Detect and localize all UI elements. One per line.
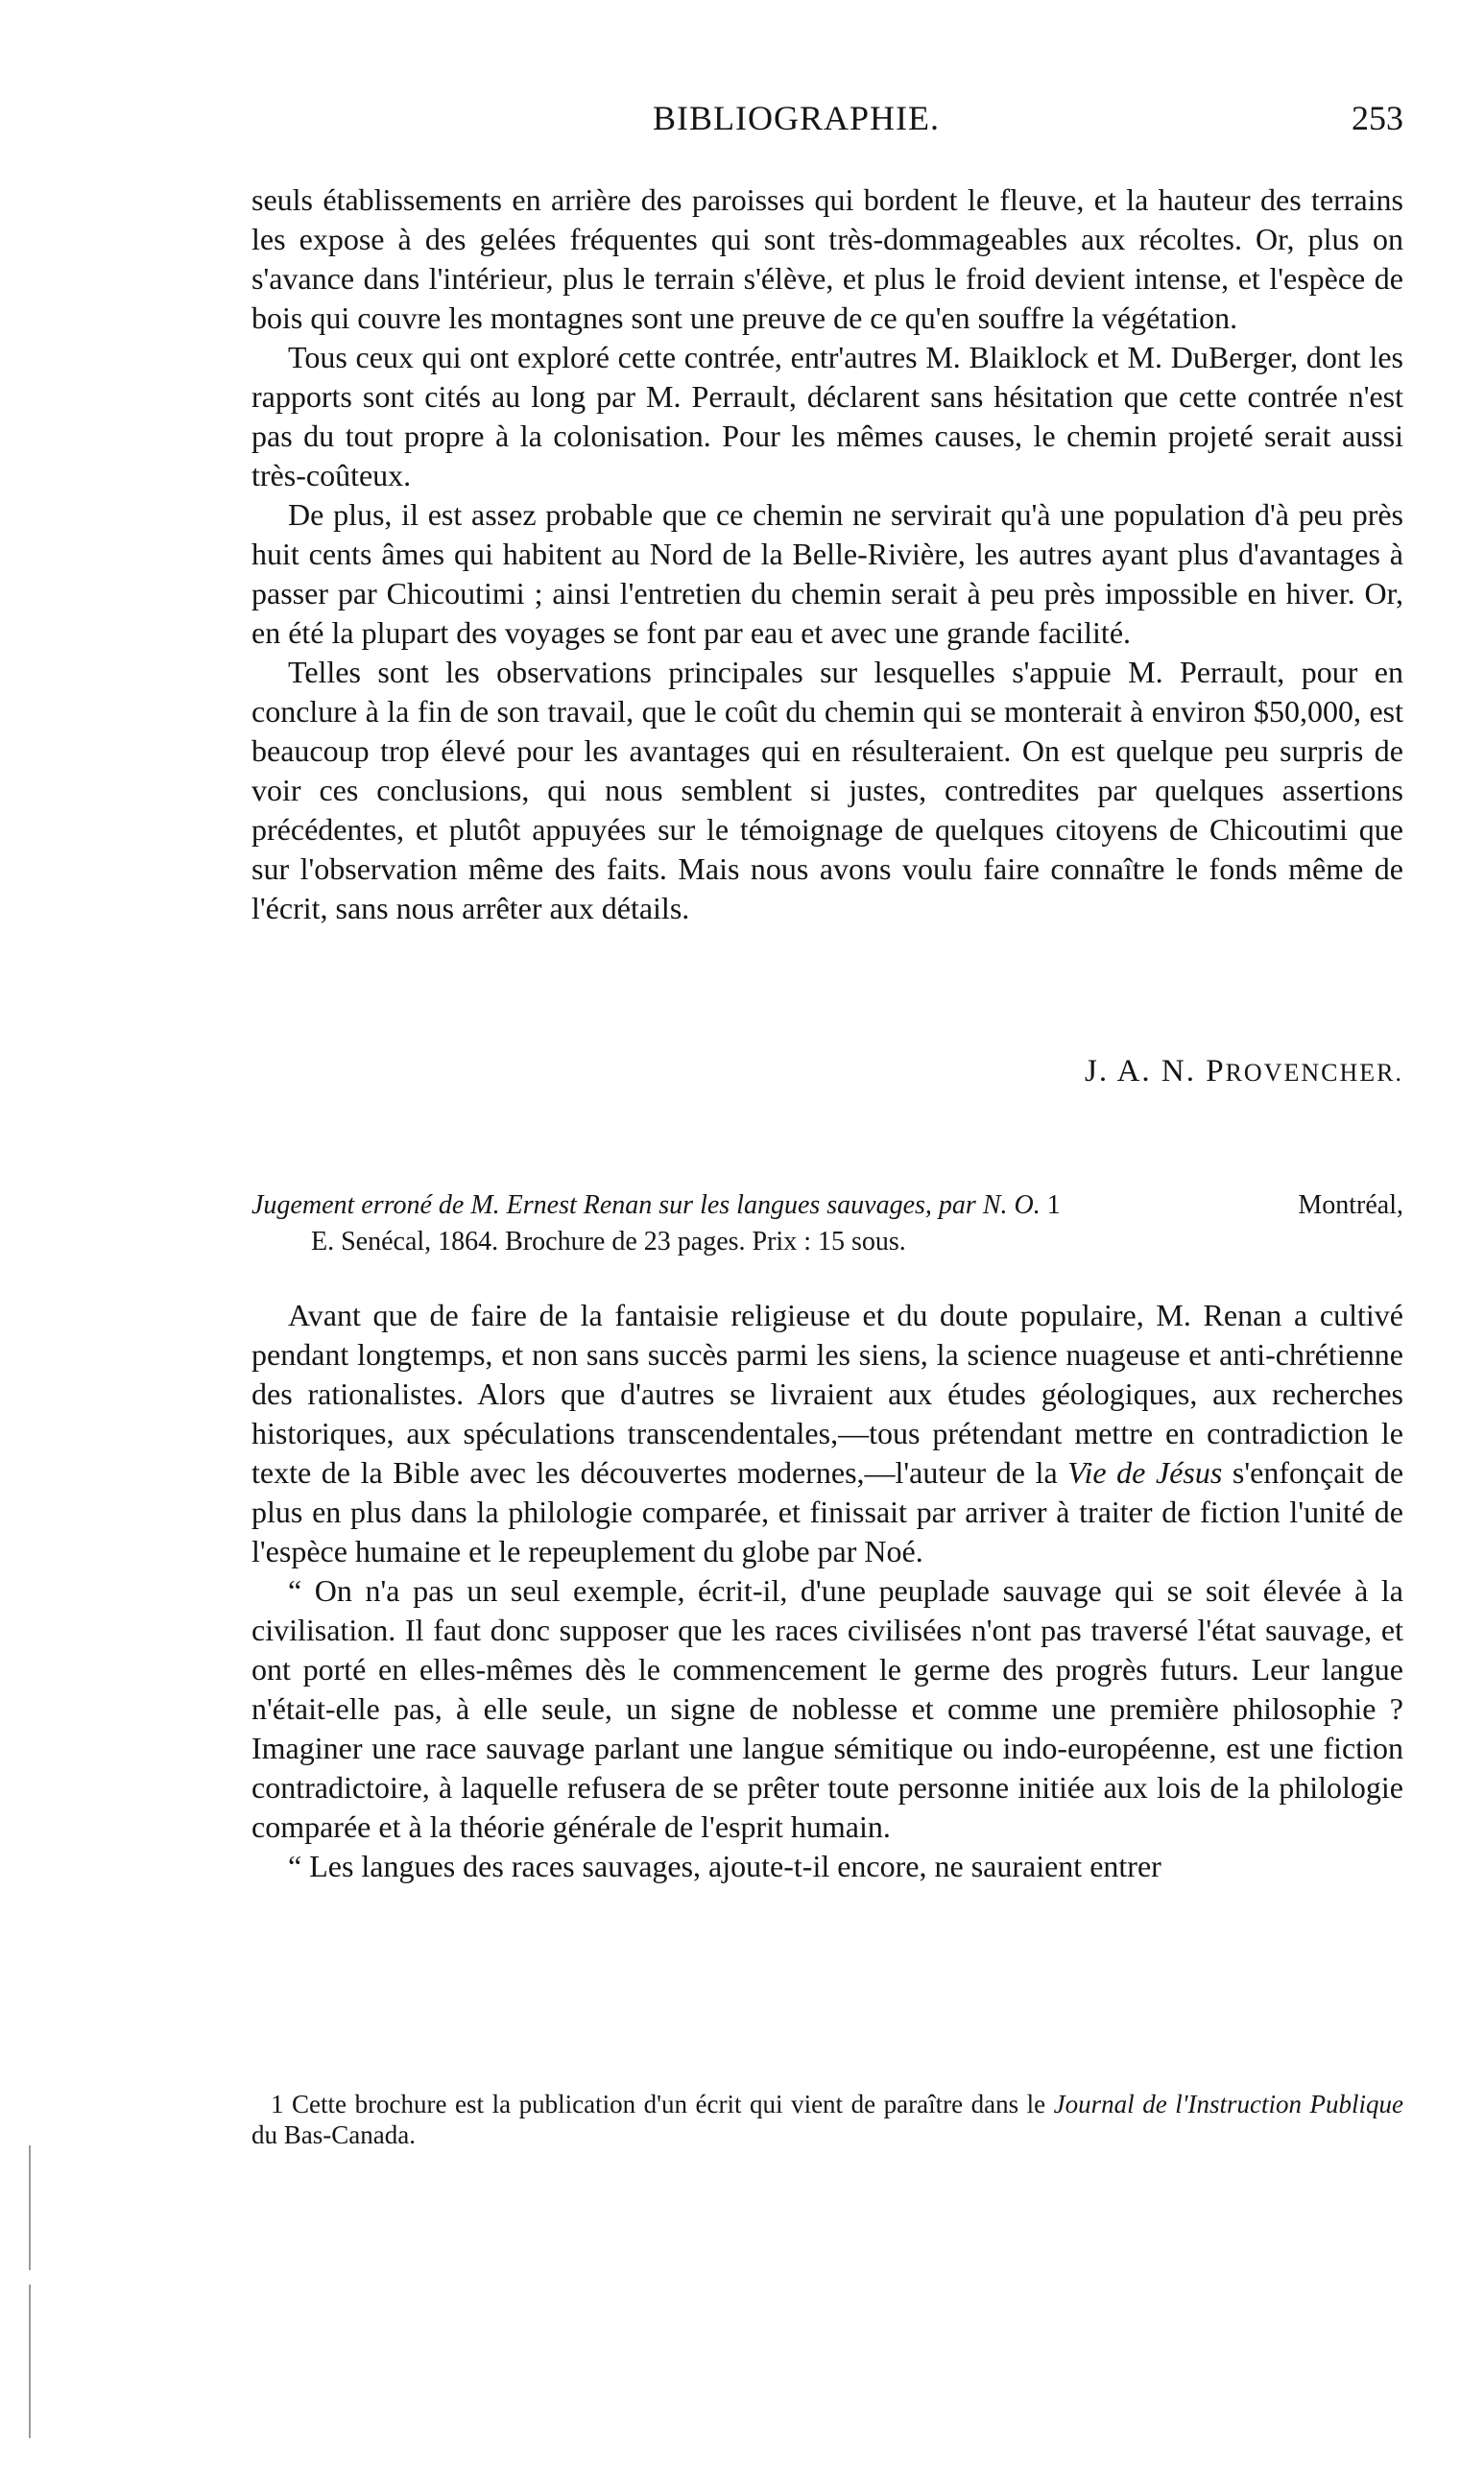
paragraph [251,1296,1403,1571]
paragraph-text: s'enfonçait de plus en plus dans la philologie comparée, et finissait par arriver à traiter de fiction l'unité de l'espèce humaine et le repeuplement du globe par Noé. [251,1455,1404,1568]
page-number: 253 [1352,99,1403,137]
paragraph: seuls établissements en arrière des paroisses qui bordent le fleuve, et la hauteur des terrains les expose à des gelées fréquentes qui sont très-dommageables aux récoltes. Or, plus on s'avance dans l'intérieur, plus le terrain s'élève, et plus le froid devient intense, et l'espèce de bois qui couvre les montagnes sont une preuve de ce qu'en souffre la végétation. [251,182,1403,335]
scan-margin-mark [29,2145,31,2270]
paragraph: Tous ceux qui ont exploré cette contrée, entr'autres M. Blaiklock et M. DuBerger, dont les rapports sont cités au long par M. Perrault, déclarent sans hésitation que cette contrée n'est pas du tout propre à la colonisation. Pour les mêmes causes, le chemin projeté serait aussi très-coûteux. [251,340,1403,492]
paragraph-text: Avant que de faire de la fantaisie religieuse et du doute populaire, M. Renan a cultivé pendant longtemps, et non sans succès parmi les siens, la science nuageuse et anti-chrétienne des rationalistes. Alors que d'autres se livraient aux études géologiques, aux recherches historiques, aux spéculations transcendentales,—tous prétendant mettre en contradiction le texte de la Bible avec les découvertes modernes,—l'auteur de la [251,1298,1403,1490]
bib-place: Montréal, [1298,1190,1403,1220]
scan-margin-mark [29,2285,31,2438]
running-head: BIBLIOGRAPHIE. [653,99,940,137]
signature-surname-rest: ROVENCHER. [1225,1059,1403,1087]
review-body [251,1296,1403,1886]
bib-title-line [251,1188,1403,1223]
review-continuation [251,180,1403,928]
quote-paragraph: “ Les langues des races sauvages, ajoute-t-il encore, ne sauraient entrer [288,1849,1161,1883]
paragraph: De plus, il est assez probable que ce chemin ne servirait qu'à une population d'à peu près huit cents âmes qui habitent au Nord de la Belle-Rivière, les autres ayant plus d'avantages à passer par Chicoutimi ; ainsi l'entretien du chemin serait à peu près impossible en hiver. Or, en été la plupart des voyages se font par eau et avec une grande facilité. [251,497,1403,650]
footnote-text-part: du Bas-Canada. [251,2120,416,2149]
bibliographic-entry [251,1188,1403,1259]
page-header [251,98,1403,146]
footnote-text [251,2089,1403,2150]
paragraph: Telles sont les observations principales sur lesquelles s'appuie M. Perrault, pour en conclure à la fin de son travail, que le coût du chemin qui se monterait à environ $50,000, est beaucoup trop élevé pour les avantages qui en résulteraient. On est quelque peu surpris de voir ces conclusions, qui nous semblent si justes, contredites par quelques assertions précédentes, et plutôt appuyées sur le témoignage de quelques citoyens de Chicoutimi que sur l'observation même des faits. Mais nous avons voulu faire connaître le fonds même de l'écrit, sans nous arrêter aux détails. [251,655,1403,925]
footnote-journal-title: Journal de l'Instruction Publique [1053,2090,1404,2118]
bib-title: Jugement erroné de M. Ernest Renan sur les langues sauvages, par N. O. [251,1190,1041,1220]
book-title-italic: Vie de Jésus [1067,1455,1223,1490]
footnote-marker: 1 [271,2090,284,2118]
bib-publisher-line: E. Senécal, 1864. Brochure de 23 pages. Prix : 15 sous. [311,1227,906,1256]
author-signature [1085,1054,1403,1089]
signature-initials: J. A. N. [1085,1054,1196,1089]
bib-footnote-ref: 1 [1046,1190,1061,1220]
bib-title-group [251,1188,1061,1223]
footnote-text-part: Cette brochure est la publication d'un écrit qui vient de paraître dans le [292,2090,1054,2118]
quote-paragraph: “ On n'a pas un seul exemple, écrit-il, d'une peuplade sauvage qui se soit élevée à la civilisation. Il faut donc supposer que les races civilisées n'ont pas traversé l'état sauvage, et ont porté en elles-mêmes dès le commencement le germe des progrès futurs. Leur langue n'était-elle pas, à elle seule, un signe de noblesse et comme une première philosophie ? Imaginer une race sauvage parlant une langue sémitique ou indo-européenne, est une fiction contradictoire, à laquelle refusera de se prêter toute personne initiée aux lois de la philologie comparée et à la théorie générale de l'esprit humain. [251,1573,1403,1844]
footnote [251,2089,1403,2150]
signature-surname-initial: P [1206,1054,1226,1089]
